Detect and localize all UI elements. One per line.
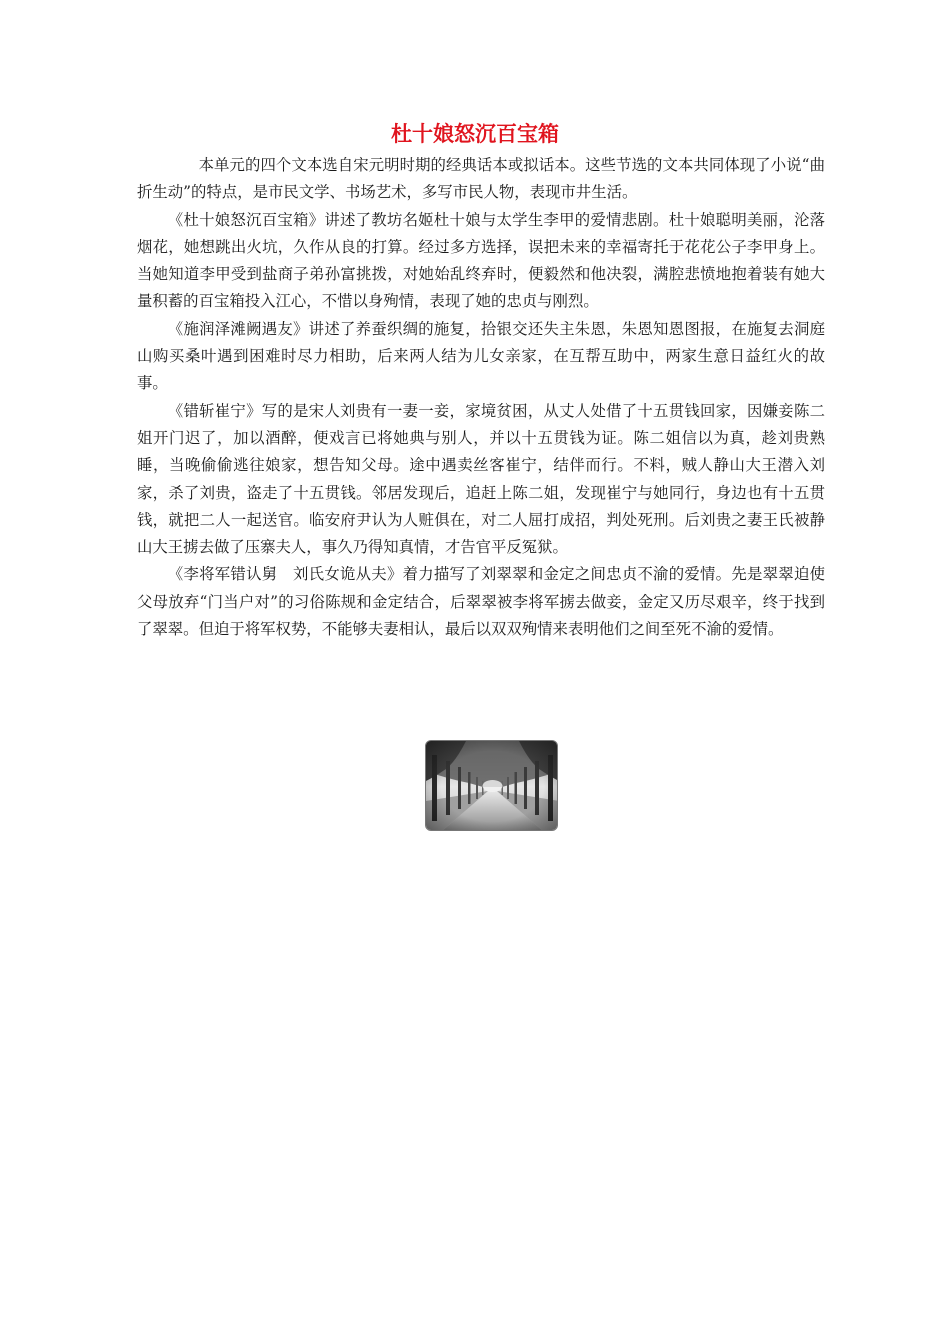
- tree-lined-road-photo: [425, 740, 558, 831]
- paragraph-li-jiangjun: 《李将军错认舅 刘氏女诡从夫》着力描写了刘翠翠和金定之间忠贞不渝的爱情。先是翠翠迫使父母放弃“门当户对”的习俗陈规和金定结合，后翠翠被李将军掳去做妾，金定又历尽艰辛，终于找到了翠翠。但迫于将军权势，不能够夫妻相认，最后以双双殉情来表明他们之间至死不渝的爱情。: [137, 565, 825, 639]
- paragraph-intro: 本单元的四个文本选自宋元明时期的经典话本或拟话本。这些节选的文本共同体现了小说“曲折生动”的特点，是市民文学、书场艺术，多写市民人物，表现市井生活。: [137, 156, 825, 202]
- paragraph-du-shiniang: 《杜十娘怒沉百宝箱》讲述了教坊名姬杜十娘与太学生李甲的爱情悲剧。杜十娘聪明美丽，沦落烟花，她想跳出火坑，久作从良的打算。经过多方选择，误把未来的幸福寄托于花花公子李甲身上。当她知道李甲受到盐商子弟孙富挑拨，对她始乱终弃时，便毅然和他决裂，满腔悲愤地抱着装有她大量积蓄的百宝箱投入江心，不惜以身殉情，表现了她的忠贞与刚烈。: [137, 210, 825, 311]
- document-title: 杜十娘怒沉百宝箱: [391, 122, 559, 146]
- tree-lined-road-image: [426, 741, 558, 831]
- paragraph-cuo-zhan-cui-ning: 《错斩崔宁》写的是宋人刘贵有一妻一妾，家境贫困，从丈人处借了十五贯钱回家，因嫌妾陈二姐开门迟了，加以酒醉，便戏言已将她典与别人，并以十五贯钱为证。陈二姐信以为真，趁刘贵熟睡，当晚偷偷逃往娘家，想告知父母。途中遇卖丝客崔宁，结伴而行。不料，贼人静山大王潜入刘家，杀了刘贵，盗走了十五贯钱。邻居发现后，追赶上陈二姐，发现崔宁与她同行，身边也有十五贯钱，就把二人一起送官。临安府尹认为人赃俱在，对二人屈打成招，判处死刑。后刘贵之妻王氏被静山大王掳去做了压寨夫人，事久乃得知真情，才告官平反冤狱。: [137, 401, 825, 557]
- document-body: [137, 152, 825, 643]
- paragraph-shi-runze: 《施润泽滩阙遇友》讲述了养蚕织绸的施复，拾银交还失主朱恩，朱恩知恩图报，在施复去洞庭山购买桑叶遇到困难时尽力相助，后来两人结为儿女亲家，在互帮互助中，两家生意日益红火的故事。: [137, 319, 825, 393]
